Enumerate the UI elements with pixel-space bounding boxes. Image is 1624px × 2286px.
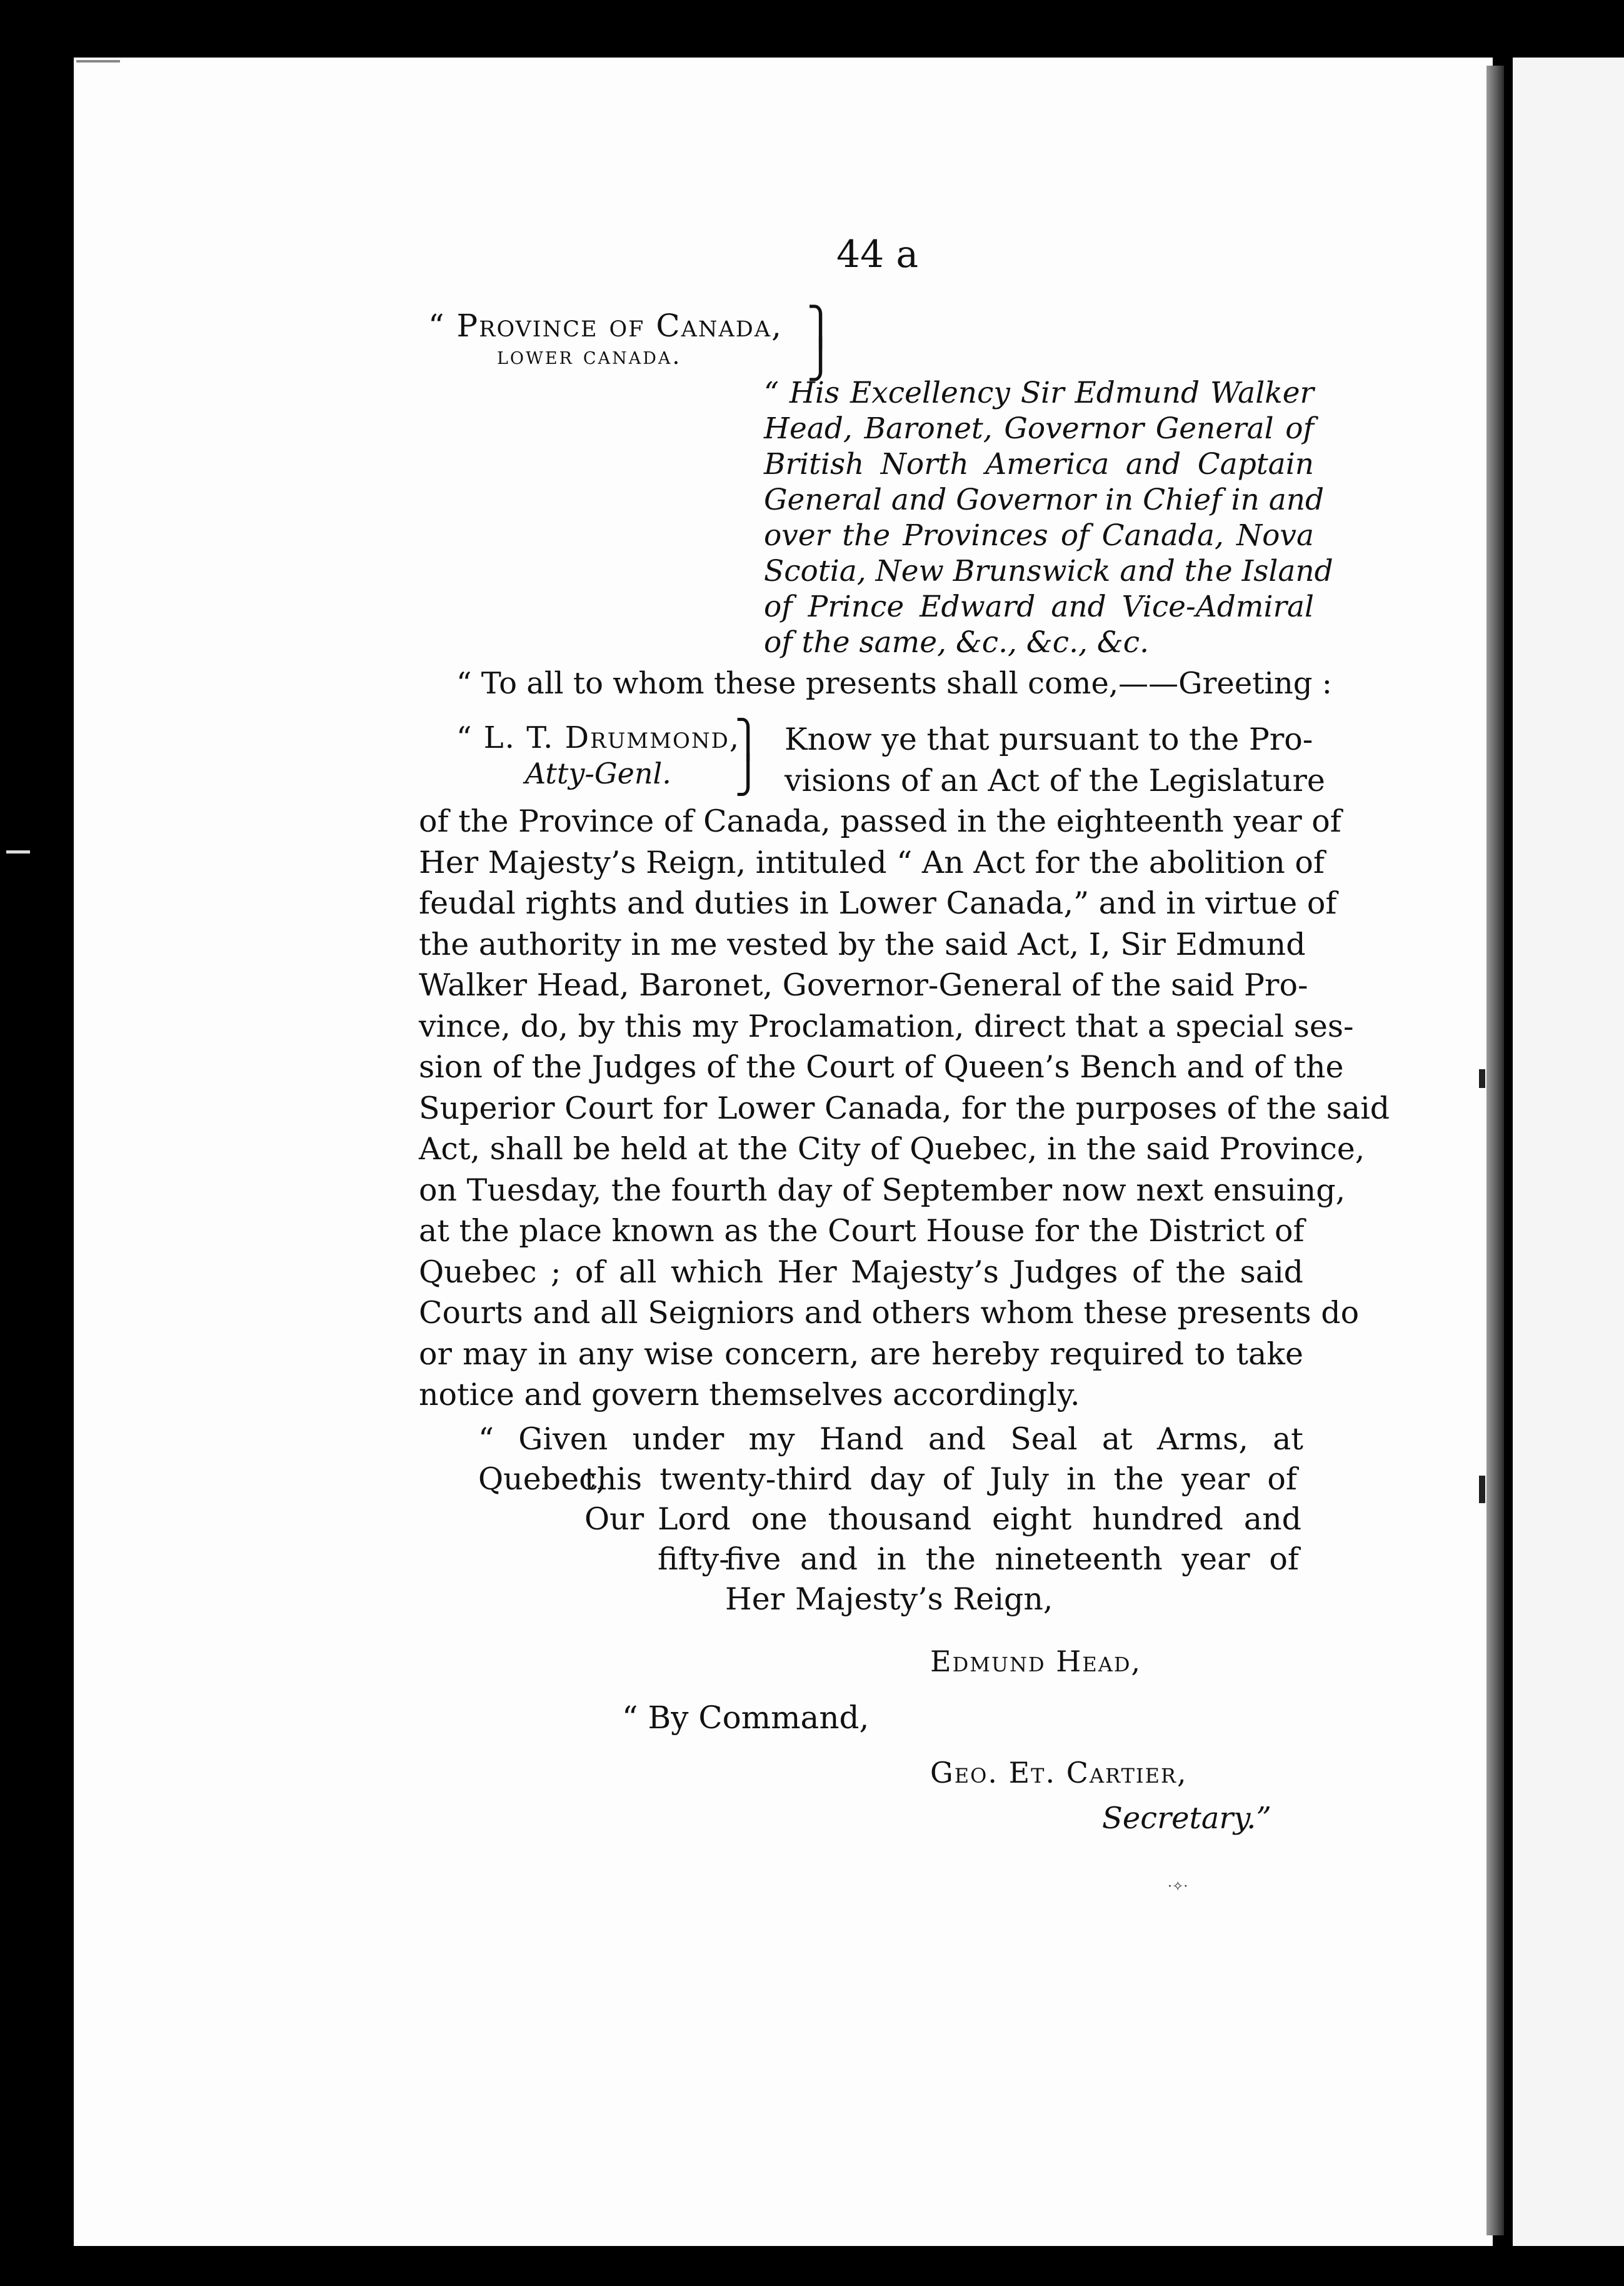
body-line: or may in any wise concern, are hereby required to take [419, 1336, 1303, 1372]
body-line: of the Province of Canada, passed in the eighteenth year of [419, 803, 1341, 839]
margin-mark [76, 60, 120, 63]
margin-mark [6, 850, 30, 853]
countersignature: Geo. Et. Cartier, [930, 1756, 1188, 1790]
title-line: over the Provinces of Canada, Nova [764, 518, 1314, 553]
attorney-name: “ L. T. Drummond, [456, 720, 741, 755]
title-line: British North America and Captain [764, 447, 1314, 481]
province-heading: “ Province of Canada, [428, 308, 783, 344]
body-line: Courts and all Seigniors and others whom these presents do [419, 1295, 1360, 1331]
title-line: Head, Baronet, Governor General of [764, 411, 1314, 446]
body-line: on Tuesday, the fourth day of September now next ensuing, [419, 1172, 1346, 1208]
by-command: “ By Command, [622, 1699, 870, 1736]
closing-ornament: ·✧· [1168, 1879, 1188, 1895]
body-line: vince, do, by this my Proclamation, direct that a special ses- [419, 1008, 1354, 1044]
body-line: Her Majesty’s Reign, intituled “ An Act for the abolition of [419, 844, 1325, 880]
adjacent-page [1513, 58, 1624, 2246]
body-line: Know ye that pursuant to the Pro- [784, 722, 1313, 757]
greeting-line: “ To all to whom these presents shall come,——Greeting : [456, 666, 1332, 701]
secretary-title: Secretary.” [1102, 1801, 1271, 1836]
brace-bottom: ⎭ [806, 338, 835, 381]
body-line: feudal rights and duties in Lower Canada,” and in virtue of [419, 885, 1337, 921]
body-line: Quebec ; of all which Her Majesty’s Judges of the said [419, 1254, 1303, 1290]
page-edge-mark [1479, 1069, 1485, 1088]
body-line: Act, shall be held at the City of Quebec, in the said Province, [419, 1131, 1365, 1167]
title-line: Scotia, New Brunswick and the Island [764, 554, 1333, 588]
brace-top: ⎫ [806, 305, 835, 349]
title-line: “ His Excellency Sir Edmund Walker [764, 376, 1314, 410]
attorney-brace-top: ⎫ [734, 718, 762, 760]
given-line: “ Given under my Hand and Seal at Arms, at Quebec, [478, 1421, 1303, 1497]
body-line: visions of an Act of the Legislature [784, 762, 1325, 798]
body-line: notice and govern themselves accordingly. [419, 1377, 1080, 1412]
attorney-brace-bottom: ⎭ [734, 753, 762, 796]
page-edge-shadow [1486, 66, 1504, 2235]
given-line: this twenty-third day of July in the year of Our [584, 1461, 1297, 1537]
attorney-title: Atty-Genl. [525, 757, 671, 790]
given-line: Lord one thousand eight hundred and fifty- [658, 1501, 1301, 1577]
governor-title [764, 375, 1333, 660]
body-line: Walker Head, Baronet, Governor-General of the said Pro- [419, 967, 1308, 1003]
body-line: sion of the Judges of the Court of Queen’s Bench and of the [419, 1049, 1344, 1085]
governor-signature: Edmund Head, [930, 1644, 1142, 1678]
given-line: five and in the nineteenth year of Her [725, 1541, 1299, 1617]
body-line: the authority in me vested by the said Act, I, Sir Edmund [419, 926, 1306, 962]
given-line: Majesty’s Reign, [795, 1581, 1053, 1617]
proclamation-body [419, 719, 1390, 1416]
body-line: Superior Court for Lower Canada, for the purposes of the said [419, 1090, 1390, 1126]
body-line: at the place known as the Court House for the District of [419, 1213, 1305, 1249]
page-edge-mark [1479, 1476, 1485, 1503]
lower-canada-heading: lower canada. [497, 342, 682, 370]
page-number: 44 a [836, 233, 919, 276]
title-line: General and Governor in Chief in and [764, 483, 1325, 517]
title-line: of the same, &c., &c., &c. [764, 625, 1150, 660]
title-line: of Prince Edward and Vice-Admiral [764, 590, 1314, 624]
